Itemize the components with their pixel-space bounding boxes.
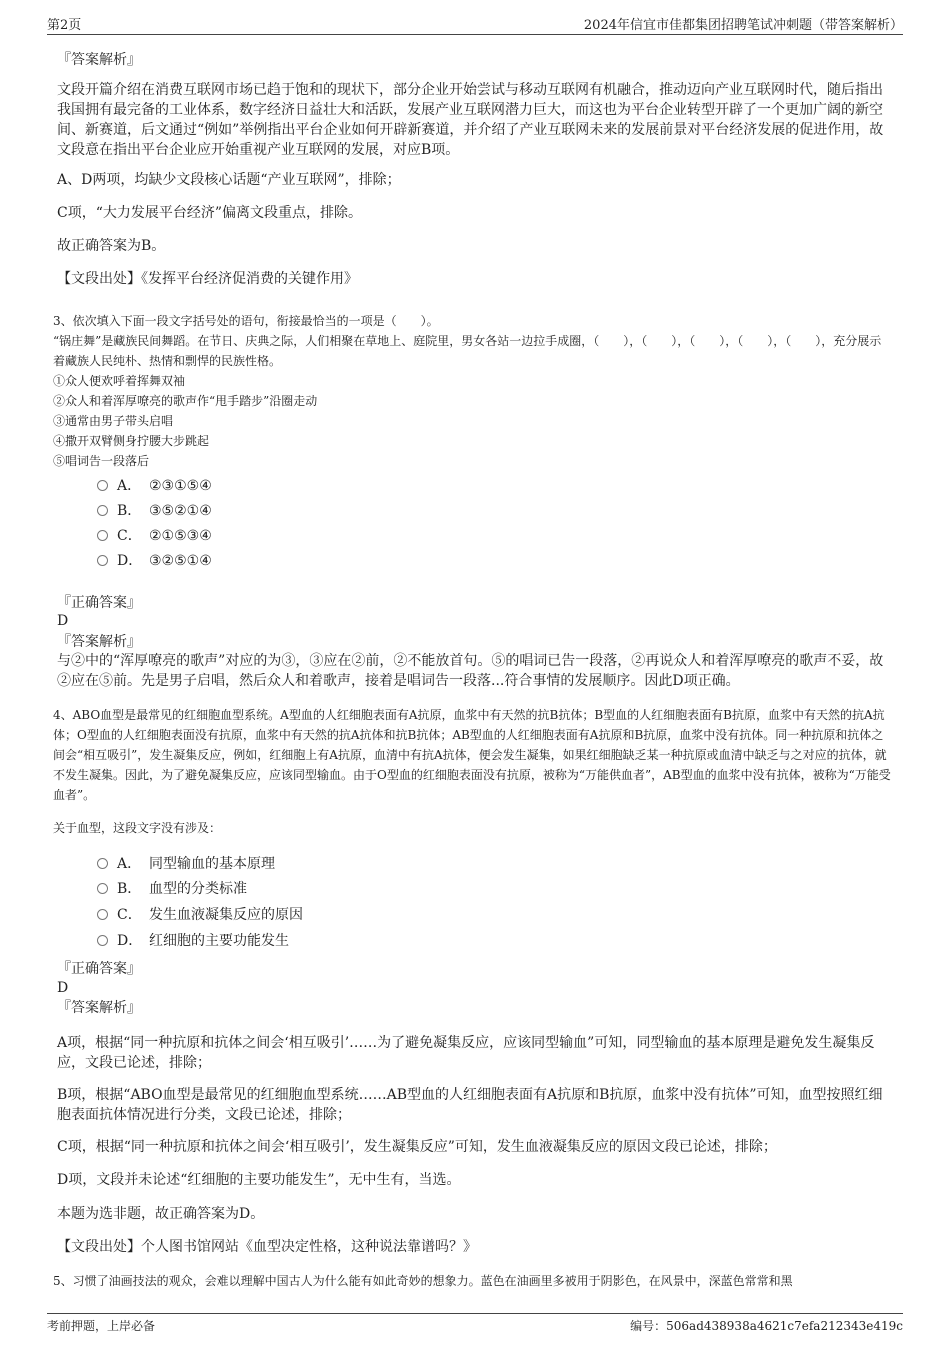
- option-letter: C．: [117, 528, 142, 544]
- radio-icon[interactable]: [97, 883, 108, 894]
- q3-item: ⑤唱词告一段落后: [53, 454, 150, 468]
- q3-item: ①众人便欢呼着挥舞双袖: [53, 374, 186, 388]
- q4-option-d[interactable]: [97, 931, 289, 951]
- q4-passage: 4、ABO血型是最常见的红细胞血型系统。A型血的人红细胞表面有A抗原，血浆中有天然的抗B抗体；B型血的人红细胞表面有B抗原，血浆中有天然的抗A抗体；O型血的人红细胞表面没有抗原，血浆中有天然的抗A抗体和抗B抗体；AB型血的人红细胞表面有A抗原和B抗原，血浆中没有抗体。同一种抗原和抗体之间会“相互吸引”，发生凝集反应，例如，红细胞上有A抗原，血清中有抗A抗体，便会发生凝集，如果红细胞缺乏某一种抗原或血清中缺乏与之对应的抗体，就不发生凝集。因此，为了避免凝集反应，应该同型输血。由于O型血的红细胞表面没有抗原，被称为“万能供血者”，AB型血的血浆中没有抗体，被称为“万能受血者”。: [53, 708, 891, 802]
- option-text: ③⑤②①④: [149, 503, 212, 519]
- q2-source: 【文段出处】《发挥平台经济促消费的关键作用》: [57, 271, 358, 287]
- page-number: 第2页: [47, 18, 82, 33]
- q3-item: ②众人和着浑厚嘹亮的歌声作“甩手踏步”沿圈走动: [53, 394, 318, 408]
- q4-analysis-c: C项，根据“同一种抗原和抗体之间会‘相互吸引’，发生凝集反应”可知，发生血液凝集反应的原因文段已论述，排除；: [57, 1139, 777, 1155]
- q2-analysis-para: C项，“大力发展平台经济”偏离文段重点，排除。: [57, 205, 363, 221]
- option-letter: D．: [117, 933, 143, 949]
- q4-stem: 关于血型，这段文字没有涉及：: [53, 821, 222, 835]
- q4-option-c[interactable]: [97, 905, 303, 925]
- q3-analysis-title: 『答案解析』: [57, 634, 141, 650]
- q3-analysis: 与②中的“浑厚嘹亮的歌声”对应的为③，③应在②前，②不能放首句。⑤的唱词已告一段落，②再说众人和着浑厚嘹亮的歌声不妥，故②应在⑤前。先是男子启唱，然后众人和着歌声，接着是唱词告一段落...符合事情的发展顺序。因此D项正确。: [57, 653, 884, 689]
- q3-answer: D: [57, 613, 69, 629]
- radio-icon[interactable]: [97, 555, 108, 566]
- option-letter: A．: [117, 856, 142, 872]
- document-title: 2024年信宜市佳都集团招聘笔试冲刺题（带答案解析）: [583, 18, 903, 33]
- q3-stem: 3、依次填入下面一段文字括号处的语句，衔接最恰当的一项是（ ）。: [53, 314, 439, 328]
- option-text: ②③①⑤④: [149, 478, 212, 494]
- radio-icon[interactable]: [97, 935, 108, 946]
- option-letter: B．: [117, 503, 142, 519]
- q4-conclusion: 本题为选非题，故正确答案为D。: [57, 1206, 265, 1222]
- option-letter: B．: [117, 881, 142, 897]
- q4-analysis-a: A项，根据“同一种抗原和抗体之间会‘相互吸引’……为了避免凝集反应，应该同型输血”可知，同型输血的基本原理是避免发生凝集反应，文段已论述，排除；: [57, 1035, 875, 1071]
- q3-option-c[interactable]: [97, 526, 212, 546]
- q4-option-b[interactable]: [97, 879, 247, 899]
- q2-analysis-para: 文段开篇介绍在消费互联网市场已趋于饱和的现状下，部分企业开始尝试与移动互联网有机融合，推动迈向产业互联网时代，随后指出我国拥有最完备的工业体系，数字经济日益壮大和活跃，发展产业互联网潜力巨大，而这也为平台企业转型开辟了一个更加广阔的新空间、新赛道，后文通过“例如”举例指出平台企业如何开辟新赛道，并介绍了产业互联网未来的发展前景对平台经济发展的促进作用，故文段意在指出平台企业应开始重视产业互联网的发展，对应B项。: [57, 82, 884, 158]
- option-text: ②①⑤③④: [149, 528, 212, 544]
- radio-icon[interactable]: [97, 530, 108, 541]
- q3-item: ③通常由男子带头启唱: [53, 414, 174, 428]
- option-text: ③②⑤①④: [149, 553, 212, 569]
- option-text: 血型的分类标准: [149, 881, 247, 897]
- option-letter: D．: [117, 553, 143, 569]
- q4-analysis-title: 『答案解析』: [57, 1000, 141, 1016]
- option-letter: A．: [117, 478, 142, 494]
- q3-item: ④撒开双臂侧身拧腰大步跳起: [53, 434, 210, 448]
- radio-icon[interactable]: [97, 480, 108, 491]
- q2-answer-conclusion: 故正确答案为B。: [57, 238, 166, 254]
- radio-icon[interactable]: [97, 909, 108, 920]
- q4-answer-title: 『正确答案』: [57, 961, 141, 977]
- q4-source: 【文段出处】个人图书馆网站《血型决定性格，这种说法靠谱吗？》: [57, 1239, 477, 1255]
- radio-icon[interactable]: [97, 505, 108, 516]
- page-header: [47, 14, 903, 35]
- page-footer: [47, 1313, 903, 1337]
- radio-icon[interactable]: [97, 858, 108, 869]
- q2-analysis-title: 『答案解析』: [57, 52, 141, 68]
- q3-passage: “锅庄舞”是藏族民间舞蹈。在节日、庆典之际，人们相聚在草地上、庭院里，男女各站一边拉手成圈，（ ），（ ），（ ），（ ），（ ），充分展示着藏族人民纯朴、热情和剽悍的民族性格。: [53, 334, 882, 368]
- option-text: 红细胞的主要功能发生: [149, 933, 289, 949]
- q3-option-b[interactable]: [97, 501, 212, 521]
- q2-analysis-para: A、D两项，均缺少文段核心话题“产业互联网”，排除；: [57, 172, 401, 188]
- q4-answer: D: [57, 980, 69, 996]
- q3-option-a[interactable]: [97, 476, 212, 496]
- q4-option-a[interactable]: [97, 854, 275, 874]
- q5-stem: 5、习惯了油画技法的观众，会难以理解中国古人为什么能有如此奇妙的想象力。蓝色在油画里多被用于阴影色，在风景中，深蓝色常常和黑: [53, 1274, 793, 1288]
- q4-analysis-d: D项，文段并未论述“红细胞的主要功能发生”，无中生有，当选。: [57, 1172, 461, 1188]
- option-text: 发生血液凝集反应的原因: [149, 907, 303, 923]
- footer-serial: 编号：506ad438938a4621c7efa212343e419c: [630, 1319, 903, 1333]
- q3-answer-title: 『正确答案』: [57, 595, 141, 611]
- q3-option-d[interactable]: [97, 551, 212, 571]
- footer-slogan: 考前押题，上岸必备: [47, 1319, 156, 1333]
- option-text: 同型输血的基本原理: [149, 856, 275, 872]
- q4-analysis-b: B项，根据“ABO血型是最常见的红细胞血型系统……AB型血的人红细胞表面有A抗原和B抗原，血浆中没有抗体”可知，血型按照红细胞表面抗体情况进行分类，文段已论述，排除；: [57, 1087, 883, 1123]
- option-letter: C．: [117, 907, 142, 923]
